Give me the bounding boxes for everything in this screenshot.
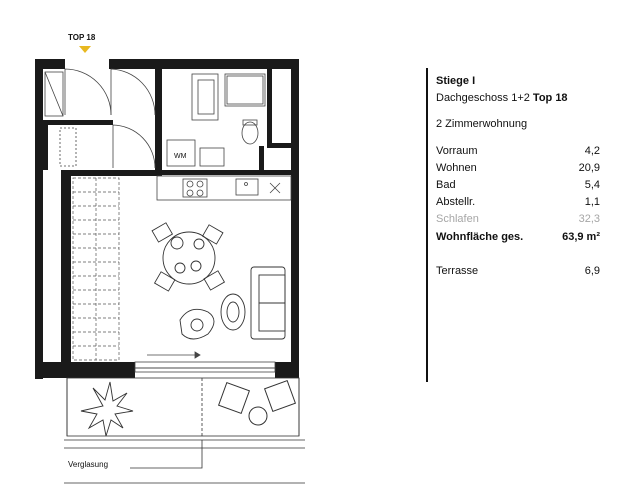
room-area: 5,4	[584, 179, 600, 191]
sofa	[251, 267, 285, 339]
entrance-marker-icon	[79, 46, 91, 53]
room-name: Schlafen	[436, 213, 479, 225]
doors	[65, 69, 155, 168]
room-area: 4,2	[584, 145, 600, 157]
apartment-type: 2 Zimmerwohnung	[436, 118, 528, 130]
floor-unit: Top 18	[532, 92, 568, 104]
unit-marker-label: TOP 18	[68, 33, 96, 42]
divider-line	[426, 68, 428, 382]
staircase-title: Stiege I	[436, 75, 476, 87]
room-area: 32,3	[578, 213, 600, 225]
room-name: Abstellr.	[436, 196, 476, 208]
washing-machine-label: WM	[174, 153, 187, 160]
staircase	[73, 178, 119, 360]
room-name: Vorraum	[436, 145, 478, 157]
room-area: 20,9	[578, 162, 600, 174]
terrace-door	[135, 352, 275, 372]
room-name: Wohnen	[436, 162, 477, 174]
terrace-value: 6,9	[584, 265, 600, 277]
floor-line	[436, 91, 568, 105]
plant-icon	[81, 382, 133, 436]
floor-prefix: Dachgeschoss 1+2	[436, 92, 533, 104]
terrace-label: Terrasse	[436, 265, 479, 277]
dining-table	[152, 223, 224, 291]
storage-shelf	[45, 72, 76, 166]
lounge-chair	[180, 294, 245, 339]
terrace-chairs	[219, 381, 296, 425]
room-name: Bad	[436, 179, 456, 191]
kitchen-counter	[157, 176, 291, 200]
room-area: 1,1	[584, 196, 600, 208]
total-area-label: Wohnfläche ges.	[436, 231, 524, 243]
total-area-value: 63,9 m²	[562, 231, 600, 243]
glazing-label: Verglasung	[68, 460, 109, 469]
